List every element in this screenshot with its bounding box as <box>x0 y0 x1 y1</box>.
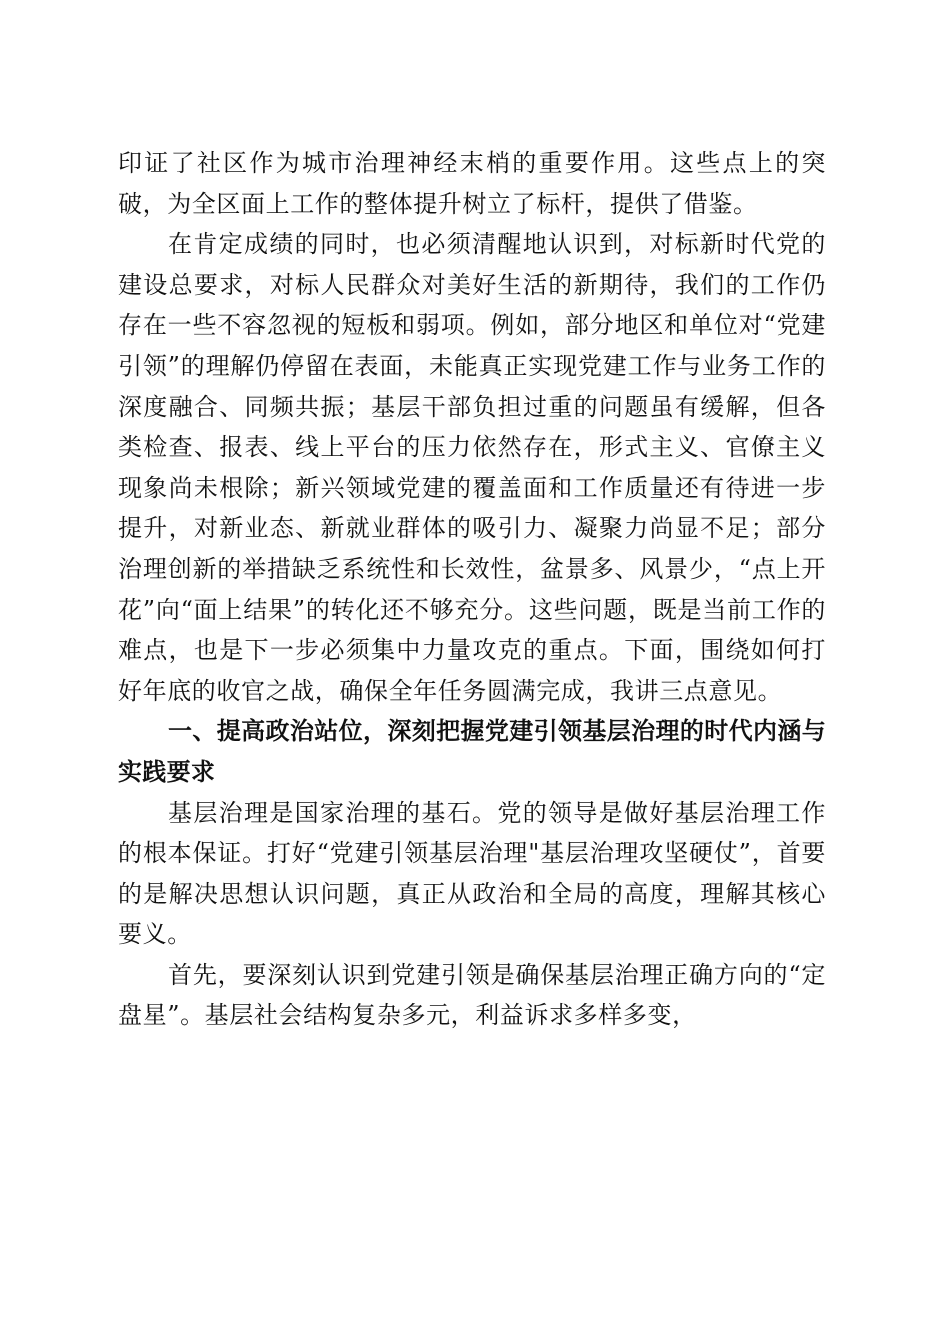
section-heading-1: 一、提高政治站位，深刻把握党建引领基层治理的时代内涵与实践要求 <box>118 717 826 786</box>
body-paragraph-foundation: 基层治理是国家治理的基石。党的领导是做好基层治理工作的根本保证。打好“党建引领基层治理"基层治理攻坚硬仗”，首要的是解决思想认识问题，真正从政治和全局的高度，理解其核心要义。 <box>118 798 826 949</box>
body-paragraph-shortcomings: 在肯定成绩的同时，也必须清醒地认识到，对标新时代党的建设总要求，对标人民群众对美好生活的新期待，我们的工作仍存在一些不容忽视的短板和弱项。例如，部分地区和单位对“党建引领”的理解仍停留在表面，未能真正实现党建工作与业务工作的深度融合、同频共振；基层干部负担过重的问题虽有缓解，但各类检查、报表、线上平台的压力依然存在，形式主义、官僚主义现象尚未根除；新兴领域党建的覆盖面和工作质量还有待进一步提升，对新业态、新就业群体的吸引力、凝聚力尚显不足；部分治理创新的举措缺乏系统性和长效性，盆景多、风景少，“点上开花”向“面上结果”的转化还不够充分。这些问题，既是当前工作的难点，也是下一步必须集中力量攻克的重点。下面，围绕如何打好年底的收官之战，确保全年任务圆满完成，我讲三点意见。 <box>118 230 826 705</box>
document-page <box>118 143 826 1036</box>
body-paragraph-continuation: 印证了社区作为城市治理神经末梢的重要作用。这些点上的突破，为全区面上工作的整体提升树立了标杆，提供了借鉴。 <box>118 149 826 218</box>
body-paragraph-first-point: 首先，要深刻认识到党建引领是确保基层治理正确方向的“定盘星”。基层社会结构复杂多元，利益诉求多样多变， <box>118 960 826 1030</box>
